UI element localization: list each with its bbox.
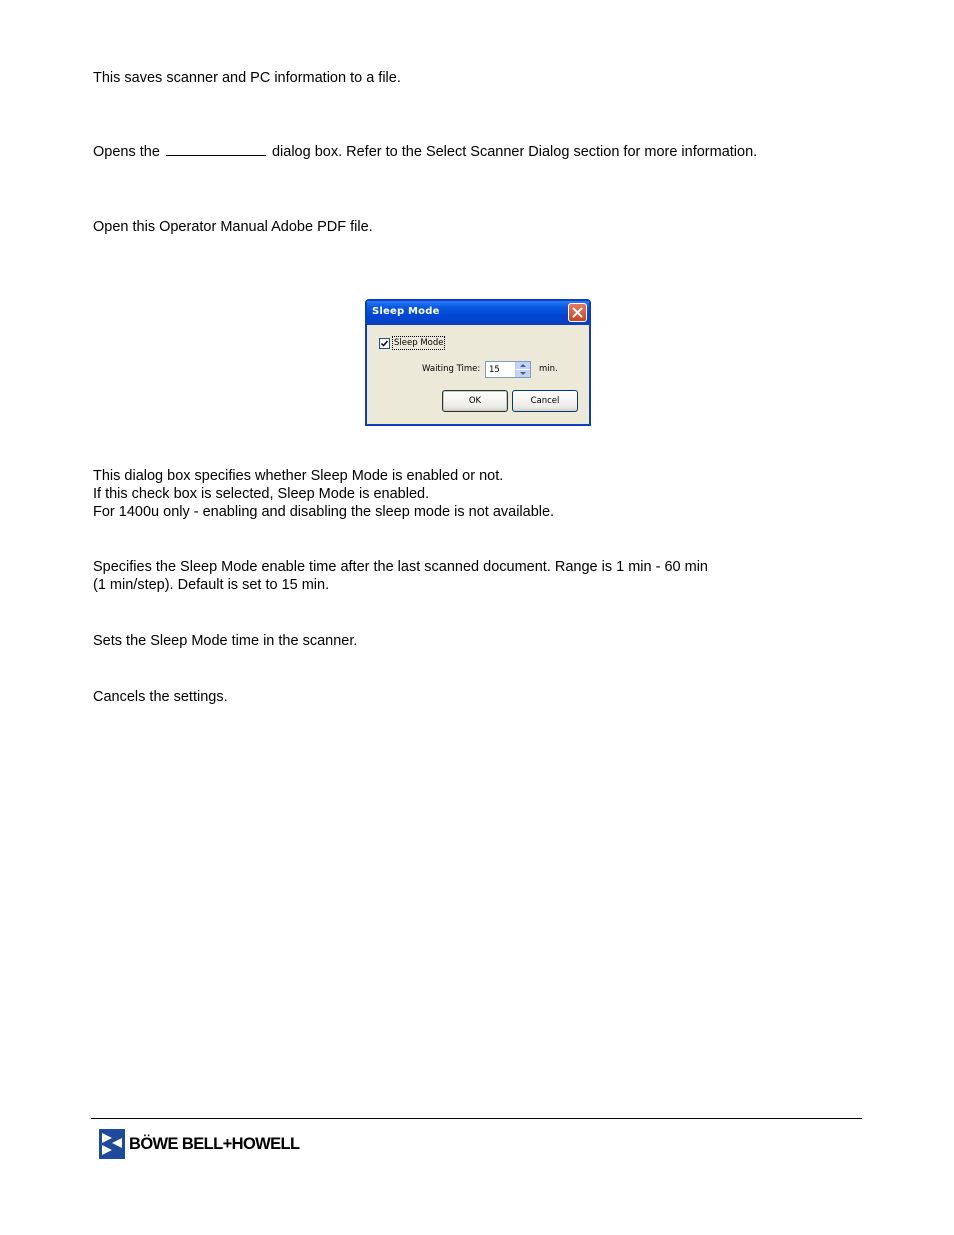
- footer-divider: [91, 1118, 862, 1119]
- waiting-desc-line-2: (1 min/step). Default is set to 15 min.: [93, 577, 330, 593]
- close-icon: [572, 307, 583, 318]
- blank-field-underline: [166, 143, 266, 156]
- dialog-desc-line-3: For 1400u only - enabling and disabling the sleep mode is not available.: [93, 504, 555, 520]
- waiting-desc-line-1: Specifies the Sleep Mode enable time after the last scanned document. Range is 1 min - 60 min: [93, 559, 708, 575]
- opens-dialog-text: [93, 143, 757, 161]
- sleep-mode-checkbox-label[interactable]: Sleep Mode: [394, 338, 444, 348]
- opens-suffix: dialog box. Refer to the Select Scanner Dialog section for more information.: [271, 144, 758, 160]
- dialog-desc-line-2: If this check box is selected, Sleep Mode is enabled.: [93, 486, 430, 502]
- waiting-time-value[interactable]: 15: [489, 365, 500, 375]
- ok-desc-text: Sets the Sleep Mode time in the scanner.: [93, 633, 358, 649]
- checkmark-icon: [380, 339, 389, 348]
- unit-label: min.: [539, 364, 558, 374]
- waiting-time-label: Waiting Time:: [422, 364, 481, 374]
- dialog-title-bar: [367, 301, 589, 325]
- waiting-time-spinner[interactable]: [485, 361, 531, 378]
- spinner-up-button[interactable]: [516, 362, 530, 370]
- dialog-title: Sleep Mode: [372, 306, 440, 317]
- opens-prefix: Opens the: [93, 144, 160, 160]
- cancel-button[interactable]: Cancel: [512, 390, 578, 412]
- save-info-text: This saves scanner and PC information to a file.: [93, 70, 401, 86]
- logo-wordmark: BÖWE BELL+HOWELL: [129, 1135, 300, 1153]
- sleep-mode-dialog: [365, 299, 591, 426]
- bowe-bell-howell-logo-icon: [99, 1129, 125, 1159]
- cancel-desc-text: Cancels the settings.: [93, 689, 228, 705]
- spinner-buttons: [515, 362, 530, 377]
- arrow-up-icon: [520, 364, 526, 367]
- arrow-down-icon: [520, 372, 526, 375]
- spinner-down-button[interactable]: [516, 370, 530, 377]
- dialog-desc-line-1: This dialog box specifies whether Sleep Mode is enabled or not.: [93, 468, 504, 484]
- close-button[interactable]: [568, 303, 587, 322]
- ok-button[interactable]: OK: [442, 390, 508, 412]
- sleep-mode-checkbox[interactable]: [379, 338, 390, 349]
- open-manual-text: Open this Operator Manual Adobe PDF file.: [93, 219, 373, 235]
